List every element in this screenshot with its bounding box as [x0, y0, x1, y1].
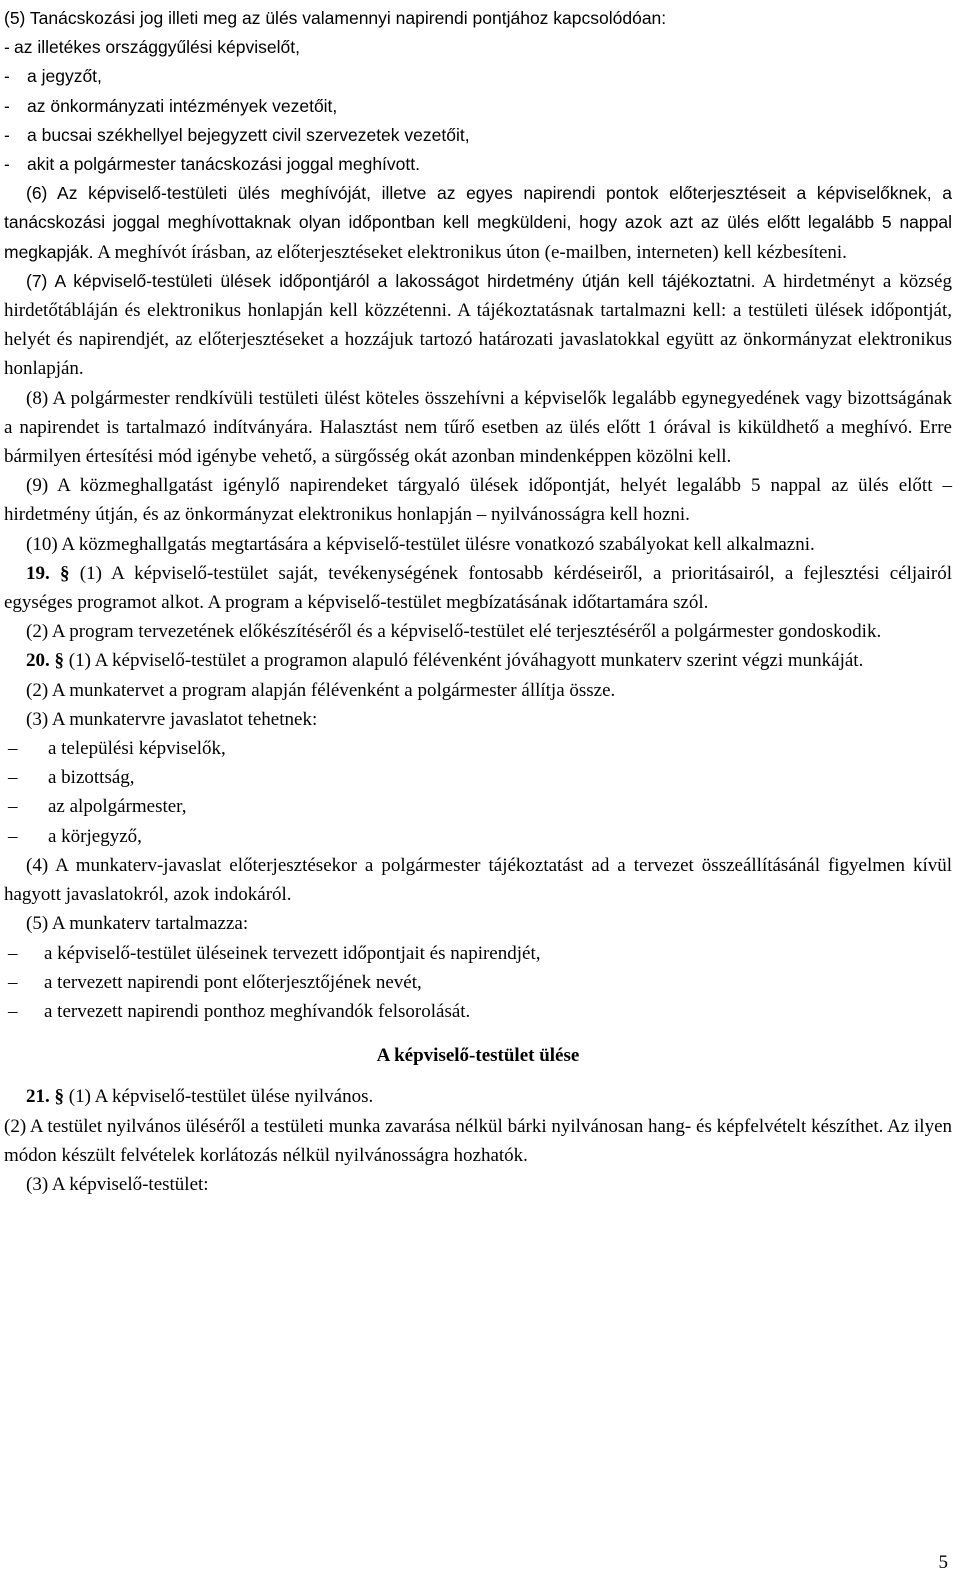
section-21-paragraph-3: (3) A képviselő-testület: [26, 1173, 209, 1195]
section-20-paragraph-1: 20. § (1) A képviselő-testület a programon alapuló félévenként jóváhagyott munkaterv szerint végzi munkáját. [26, 650, 864, 672]
list-item: – a képviselő-testület üléseinek tervezett időpontjait és napirendjét, [8, 942, 541, 964]
list-item: – az alpolgármester, [8, 796, 187, 818]
paragraph-6: (6) Az képviselő-testületi ülés meghívóját, illetve az egyes napirendi pontok előterjesztéseit a képviselőknek, a tanácskozási joggal meghívottaknak olyan időpontban kell megküldeni, hogy azok azt az ülés előtt legalább 5 nappal megkapják. A meghívót írásban, az előterjesztéseket elektronikus úton (e-mailben, interneten) kell kézbesíteni. [4, 183, 952, 263]
paragraph-8: (8) A polgármester rendkívüli testületi ülést köteles összehívni a képviselők legalább egynegyedének vagy bizottságának a napirendet is tartalmazó indítványára. Halasztást nem tűrő esetben az ülés előtt 1 órával is kiküldhető a meghívó. Erre bármilyen értesítési mód igénybe vehető, a sürgősség okát azonban mindenképpen közölni kell. [4, 387, 952, 468]
list-item: - akit a polgármester tanácskozási joggal meghívott. [4, 154, 420, 175]
section-20-paragraph-5: (5) A munkaterv tartalmazza: [26, 913, 249, 935]
section-heading: A képviselő-testület ülése [376, 1045, 580, 1067]
section-number: 19. [26, 562, 50, 584]
list-item: – a tervezett napirendi pont előterjesztőjének nevét, [8, 971, 422, 993]
paragraph-9: (9) A közmeghallgatást igénylő napirendeket tárgyaló ülések időpontját, helyét legalább 5 nappal az ülés előtt – hirdetmény útján, és az önkormányzat elektronikus honlapján – nyilvánosságra kell hozni. [4, 475, 952, 526]
list-item: – a tervezett napirendi ponthoz meghívandók felsorolását. [8, 1000, 471, 1022]
page-number: 5 [938, 1552, 948, 1573]
list-item: – a körjegyző, [8, 825, 142, 847]
list-item: - a bucsai székhellyel bejegyzett civil szervezetek vezetőit, [4, 124, 470, 145]
list-item: – a bizottság, [8, 767, 135, 789]
list-item: - az önkormányzati intézmények vezetőit, [4, 95, 338, 116]
section-20-paragraph-3: (3) A munkatervre javaslatot tehetnek: [26, 708, 318, 730]
section-21-paragraph-1: 21. § (1) A képviselő-testület ülése nyilvános. [26, 1086, 374, 1108]
list-item: - a jegyzőt, [4, 66, 102, 87]
paragraph-7: (7) A képviselő-testületi ülések időpontjáról a lakosságot hirdetmény útján kell tájékoztatni. A hirdetményt a község hirdetőtábláján és elektronikus honlapján kell közzétenni. A tájékoztatásnak tartalmazni kell: a testületi ülések időpontját, helyét és napirendjét, az előterjesztéseket a hozzájuk tartozó határozati javaslatokkal együtt az önkormányzat elektronikus honlapján. [4, 270, 952, 380]
list-item: - az illetékes országgyűlési képviselőt, [4, 37, 300, 58]
section-sign: § [54, 650, 64, 672]
section-20-paragraph-4: (4) A munkaterv-javaslat előterjesztésekor a polgármester tájékoztatást ad a tervezet összeállításánál figyelmen kívül hagyott javaslatokról, azok indokáról. [4, 854, 952, 906]
section-number: 21. [26, 1086, 50, 1108]
section-21-paragraph-2: (2) A testület nyilvános üléséről a testületi munka zavarása nélkül bárki nyilvánosan hang- és képfelvételt készíthet. Az ilyen módon készült felvételek korlátozás nélkül nyilvánosságra hozhatók. [4, 1115, 952, 1166]
list-item: – a települési képviselők, [8, 738, 226, 760]
section-20-paragraph-2: (2) A munkatervet a program alapján félévenként a polgármester állítja össze. [26, 679, 616, 701]
paragraph-5-intro: (5) Tanácskozási jog illeti meg az ülés valamennyi napirendi pontjához kapcsolódóan: [4, 8, 667, 28]
section-sign: § [54, 1086, 64, 1108]
section-sign: § [60, 562, 70, 584]
paragraph-10: (10) A közmeghallgatás megtartására a képviselő-testület ülésre vonatkozó szabályokat kell alkalmazni. [26, 533, 815, 555]
section-19-paragraph-2: (2) A program tervezetének előkészítéséről és a képviselő-testület elé terjesztéséről a polgármester gondoskodik. [26, 621, 882, 643]
section-number: 20. [26, 650, 50, 672]
document-body [4, 4, 952, 1199]
section-19-paragraph-1: 19. § (1) A képviselő-testület saját, tevékenységének fontosabb kérdéseiről, a prioritásairól, a fejlesztési céljairól egységes programot alkot. A program a képviselő-testület megbízatásának időtartamára szól. [4, 562, 953, 614]
